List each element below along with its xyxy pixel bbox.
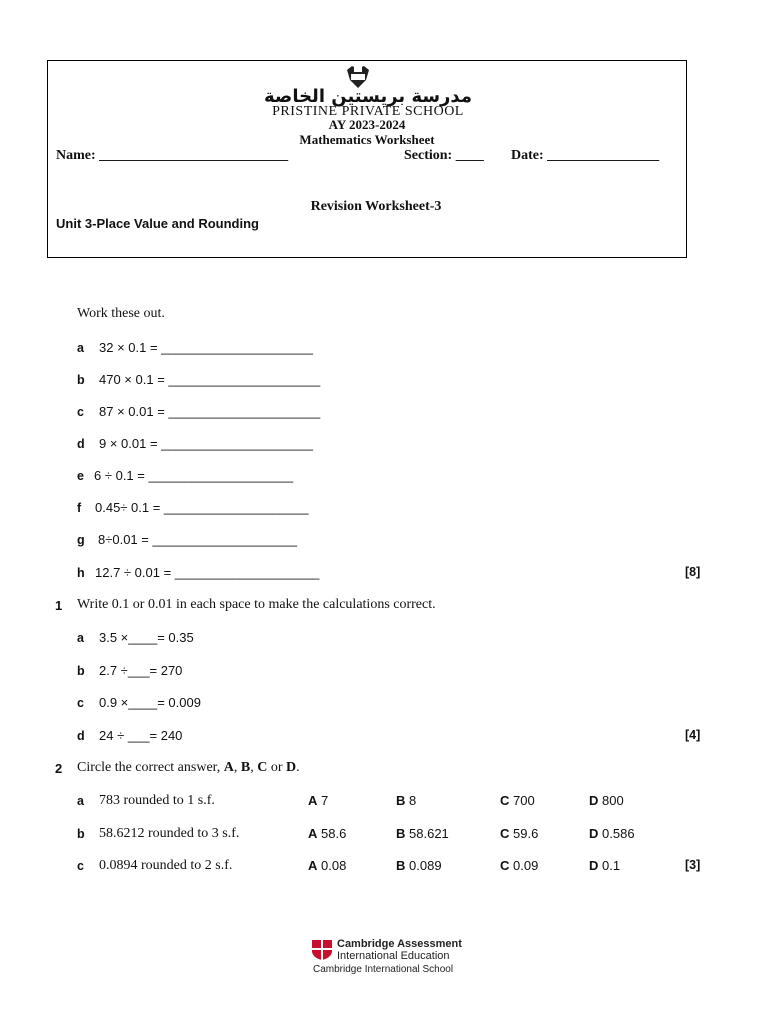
question2-number: 2 bbox=[55, 761, 63, 776]
calculation-item: 8÷0.01 = ____________________ bbox=[98, 532, 298, 547]
item-letter: a bbox=[77, 631, 84, 645]
option-d-letter: D bbox=[286, 760, 297, 775]
question1-number: 1 bbox=[55, 598, 63, 613]
comma: , bbox=[250, 760, 258, 775]
rounding-question: 58.6212 rounded to 3 s.f. bbox=[99, 826, 240, 841]
period: . bbox=[296, 760, 300, 775]
answer-option[interactable] bbox=[308, 793, 328, 808]
question2-marks: [3] bbox=[685, 858, 701, 872]
option-key: A bbox=[308, 793, 318, 808]
comma: , bbox=[233, 760, 241, 775]
rounding-question: 0.0894 rounded to 2 s.f. bbox=[99, 858, 233, 873]
option-key: C bbox=[500, 826, 510, 841]
calculation-item: 24 ÷ ___= 240 bbox=[99, 728, 183, 743]
item-letter: d bbox=[77, 729, 85, 743]
item-letter: g bbox=[77, 533, 85, 547]
option-value: 0.08 bbox=[321, 858, 347, 873]
calculation-item: 2.7 ÷___= 270 bbox=[99, 663, 183, 678]
worksheet-title: Mathematics Worksheet bbox=[299, 132, 435, 147]
item-letter: b bbox=[77, 373, 85, 387]
answer-option[interactable] bbox=[308, 858, 346, 873]
answer-option[interactable] bbox=[308, 826, 346, 841]
option-value: 800 bbox=[602, 793, 624, 808]
rounding-question: 783 rounded to 1 s.f. bbox=[99, 793, 215, 808]
item-letter: h bbox=[77, 566, 85, 580]
calculation-item: 0.9 ×____= 0.009 bbox=[99, 695, 201, 710]
answer-option[interactable] bbox=[589, 858, 620, 873]
question1-instruction: Write 0.1 or 0.01 in each space to make the calculations correct. bbox=[77, 597, 436, 612]
option-value: 700 bbox=[513, 793, 535, 808]
cambridge-line3: Cambridge International School bbox=[313, 964, 454, 975]
calculation-item: 12.7 ÷ 0.01 = ____________________ bbox=[95, 565, 320, 580]
item-letter: b bbox=[77, 827, 85, 841]
section1-marks: [8] bbox=[685, 565, 701, 579]
calculation-item: 3.5 ×____= 0.35 bbox=[99, 630, 194, 645]
school-logo bbox=[258, 64, 478, 120]
option-key: C bbox=[500, 858, 510, 873]
answer-option[interactable] bbox=[589, 793, 624, 808]
option-c-letter: C bbox=[257, 760, 268, 775]
answer-option[interactable] bbox=[500, 858, 538, 873]
option-value: 58.6 bbox=[321, 826, 347, 841]
cambridge-line1: Cambridge Assessment bbox=[337, 938, 462, 950]
option-value: 7 bbox=[321, 793, 329, 808]
answer-option[interactable] bbox=[396, 826, 449, 841]
option-value: 59.6 bbox=[513, 826, 539, 841]
option-value: 0.586 bbox=[602, 826, 635, 841]
question1-marks: [4] bbox=[685, 728, 701, 742]
name-field: Name: ___________________________ bbox=[56, 148, 289, 163]
answer-option[interactable] bbox=[500, 793, 535, 808]
answer-option[interactable] bbox=[396, 858, 442, 873]
instruction-start: Circle the correct answer, bbox=[77, 760, 224, 775]
option-key: B bbox=[396, 793, 406, 808]
calculation-item: 0.45÷ 0.1 = ____________________ bbox=[95, 500, 309, 515]
item-letter: a bbox=[77, 794, 84, 808]
academic-year: AY 2023-2024 bbox=[328, 117, 406, 132]
unit-title: Unit 3-Place Value and Rounding bbox=[56, 216, 259, 231]
item-letter: d bbox=[77, 437, 85, 451]
option-key: B bbox=[396, 858, 406, 873]
cambridge-shield-icon bbox=[311, 939, 333, 961]
option-key: D bbox=[589, 793, 599, 808]
calculation-item: 87 × 0.01 = _____________________ bbox=[99, 404, 321, 419]
option-value: 0.09 bbox=[513, 858, 539, 873]
cambridge-logo bbox=[305, 936, 485, 978]
cambridge-line2: International Education bbox=[337, 950, 450, 962]
revision-title: Revision Worksheet-3 bbox=[310, 199, 442, 214]
section-field: Section: ____ bbox=[404, 148, 484, 163]
item-letter: c bbox=[77, 405, 84, 419]
calculation-item: 6 ÷ 0.1 = ____________________ bbox=[94, 468, 294, 483]
option-key: D bbox=[589, 826, 599, 841]
school-name-arabic: مدرسة بريستين الخاصة bbox=[264, 86, 472, 107]
item-letter: e bbox=[77, 469, 84, 483]
answer-option[interactable] bbox=[589, 826, 635, 841]
item-letter: c bbox=[77, 696, 84, 710]
option-key: A bbox=[308, 826, 318, 841]
calculation-item: 32 × 0.1 = _____________________ bbox=[99, 340, 313, 355]
option-value: 0.089 bbox=[409, 858, 442, 873]
item-letter: b bbox=[77, 664, 85, 678]
item-letter: f bbox=[77, 501, 82, 515]
item-letter: a bbox=[77, 341, 84, 355]
date-field: Date: ________________ bbox=[511, 148, 660, 163]
section1-instruction: Work these out. bbox=[77, 306, 165, 321]
option-key: C bbox=[500, 793, 510, 808]
option-key: D bbox=[589, 858, 599, 873]
option-a-letter: A bbox=[223, 760, 234, 775]
option-key: A bbox=[308, 858, 318, 873]
item-letter: c bbox=[77, 859, 84, 873]
school-name-english: PRISTINE PRIVATE SCHOOL bbox=[272, 104, 464, 119]
or-word: or bbox=[267, 760, 287, 775]
option-key: B bbox=[396, 826, 406, 841]
answer-option[interactable] bbox=[396, 793, 416, 808]
option-value: 58.621 bbox=[409, 826, 449, 841]
option-b-letter: B bbox=[240, 760, 251, 775]
answer-option[interactable] bbox=[500, 826, 538, 841]
question2-instruction bbox=[77, 760, 300, 776]
calculation-item: 9 × 0.01 = _____________________ bbox=[99, 436, 313, 451]
option-value: 0.1 bbox=[602, 858, 621, 873]
calculation-item: 470 × 0.1 = _____________________ bbox=[99, 372, 321, 387]
option-value: 8 bbox=[409, 793, 417, 808]
